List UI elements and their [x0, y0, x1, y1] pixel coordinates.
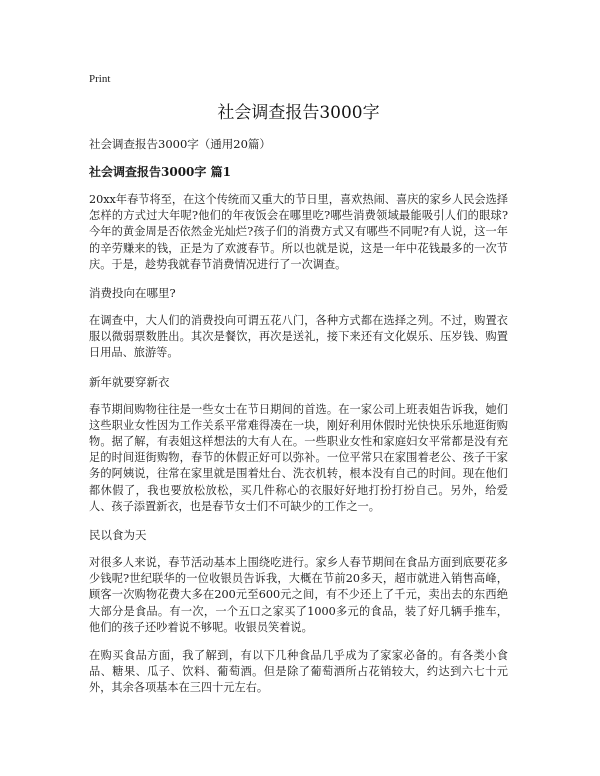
subheading-food: 民以食为天	[89, 528, 147, 543]
paragraph-consumption-direction: 在调查中，大人们的消费投向可谓五花八门，各种方式都在选择之列。不过，购置衣服以微弱票数胜出。其次是餐饮，再次是送礼，接下来还有文化娱乐、压岁钱、购置日用品、旅游等。	[89, 314, 508, 360]
paragraph-intro: 20xx年春节将至，在这个传统而又重大的节日里，喜欢热闹、喜庆的家乡人民会选择怎样的方式过大年呢?他们的年夜饭会在哪里吃?哪些消费领域最能吸引人们的眼球?今年的黄金周是否依然金光灿烂?孩子们的消费方式又有哪些不同呢?有人说，这一年的辛劳赚来的钱，正是为了欢渡春节。所以也就是说，这是一年中花钱最多的一次节庆。于是，趁势我就春节消费情况进行了一次调查。	[89, 193, 508, 271]
document-subtitle: 社会调查报告3000字（通用20篇）	[89, 137, 271, 151]
subheading-consumption-direction: 消费投向在哪里?	[89, 286, 176, 301]
document-title: 社会调查报告3000字	[217, 103, 380, 123]
print-label: Print	[89, 73, 111, 85]
subheading-new-clothes: 新年就要穿新衣	[89, 374, 170, 389]
paragraph-food-items: 在购买食品方面，我了解到，有以下几种食品几乎成为了家家必备的。有各类小食品、糖果、瓜子、饮料、葡萄酒。但是除了葡萄酒所占花销较大，约达到六七十元外，其余各项基本在三四十元左右。	[89, 649, 508, 695]
paragraph-food: 对很多人来说，春节活动基本上围绕吃进行。家乡人春节期间在食品方面到底要花多少钱呢?世纪联华的一位收银员告诉我，大概在节前20多天，超市就进入销售高峰，顾客一次购物花费大多在200元至600元之间，有不少还上了千元，卖出去的东西绝大部分是食品。有一次，一个五口之家买了1000多元的食品，装了好几辆手推车，他们的孩子还吵着说不够呢。收银员笑着说。	[89, 556, 508, 634]
paragraph-new-clothes: 春节期间购物往往是一些女士在节日期间的首选。在一家公司上班表姐告诉我，她们这些职业女性因为工作关系平常难得凑在一块，刚好利用休假时光快快乐乐地逛街购物。据了解，有表姐这样想法的大有人在。一些职业女性和家庭妇女平常都是没有充足的时间逛街购物，春节的休假正好可以弥补。一位平常只在家围着老公、孩子干家务的阿姨说，往常在家里就是围着灶台、洗衣机转，根本没有自己的时间。现在他们都休假了，我也要放松放松，买几件称心的衣服好好地打扮打扮自己。另外，给爱人、孩子添置新衣，也是春节女士们不可缺少的工作之一。	[89, 402, 508, 513]
section-heading: 社会调查报告3000字 篇1	[89, 165, 231, 179]
